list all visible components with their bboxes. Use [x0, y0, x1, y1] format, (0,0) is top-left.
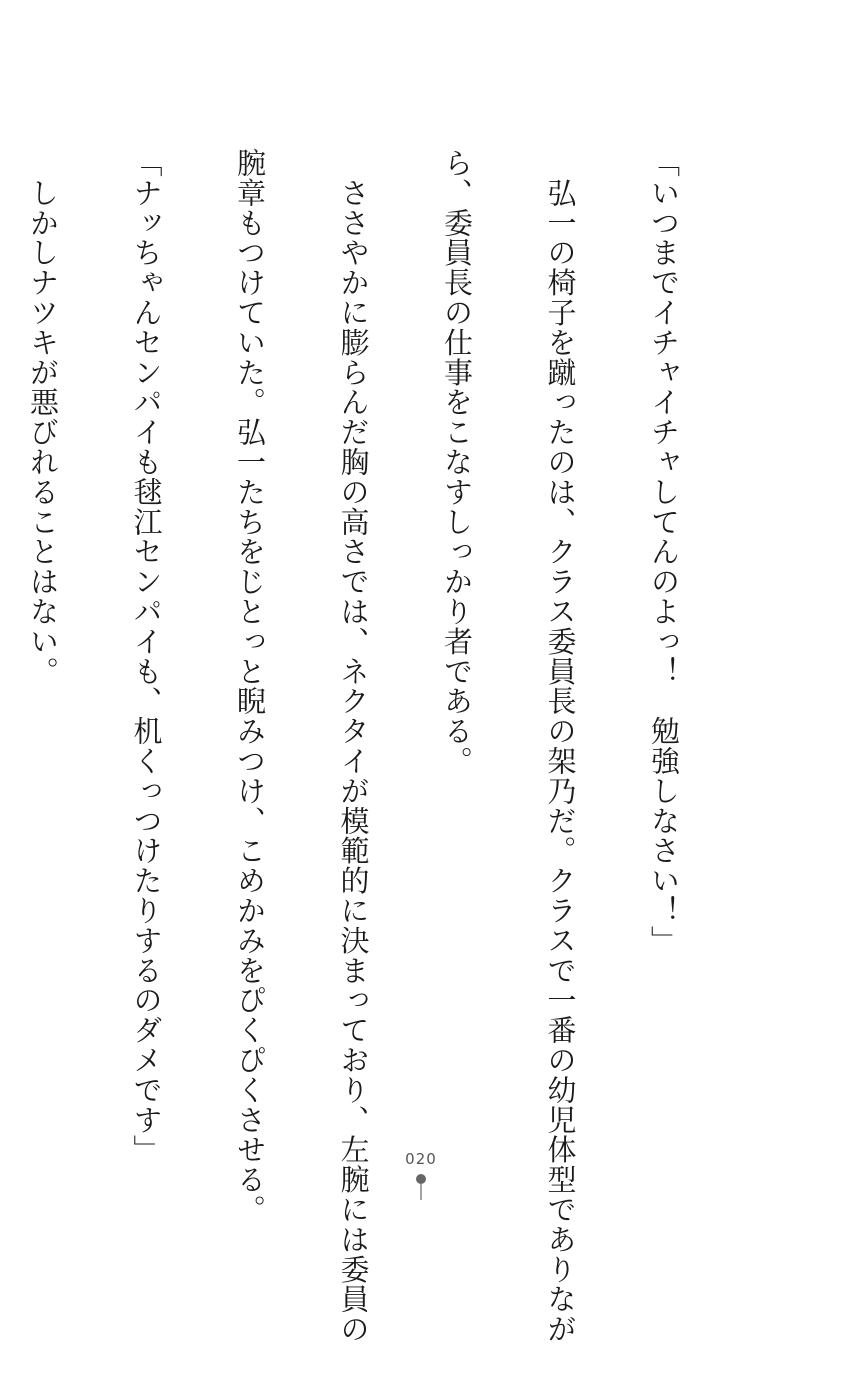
- text-line: ら、委員長の仕事をこなすしっかり者である。: [440, 148, 474, 776]
- text-line: ささやかに膨らんだ胸の高さでは、ネクタイが模範的に決まっており、左腕には委員の: [336, 148, 371, 1344]
- text-line: 弘一の椅子を蹴ったのは、クラス委員長の架乃だ。クラスで一番の幼児体型でありなが: [543, 148, 578, 1344]
- text-line: 腕章もつけていた。弘一たちをじとっと睨みつけ、こめかみをぴくぴくさせる。: [233, 148, 267, 1225]
- text-line: 「いつまでイチャイチャしてんのよっ！ 勉強しなさい！」: [647, 148, 681, 956]
- page-number: 020: [405, 1150, 437, 1168]
- page-marker-icon: [415, 1172, 427, 1200]
- text-line: 「ナッちゃんセンパイも毬江センパイも、机くっつけたりするのダメです」: [129, 148, 164, 1165]
- text-line: しかしナツキが悪びれることはない。: [26, 148, 60, 687]
